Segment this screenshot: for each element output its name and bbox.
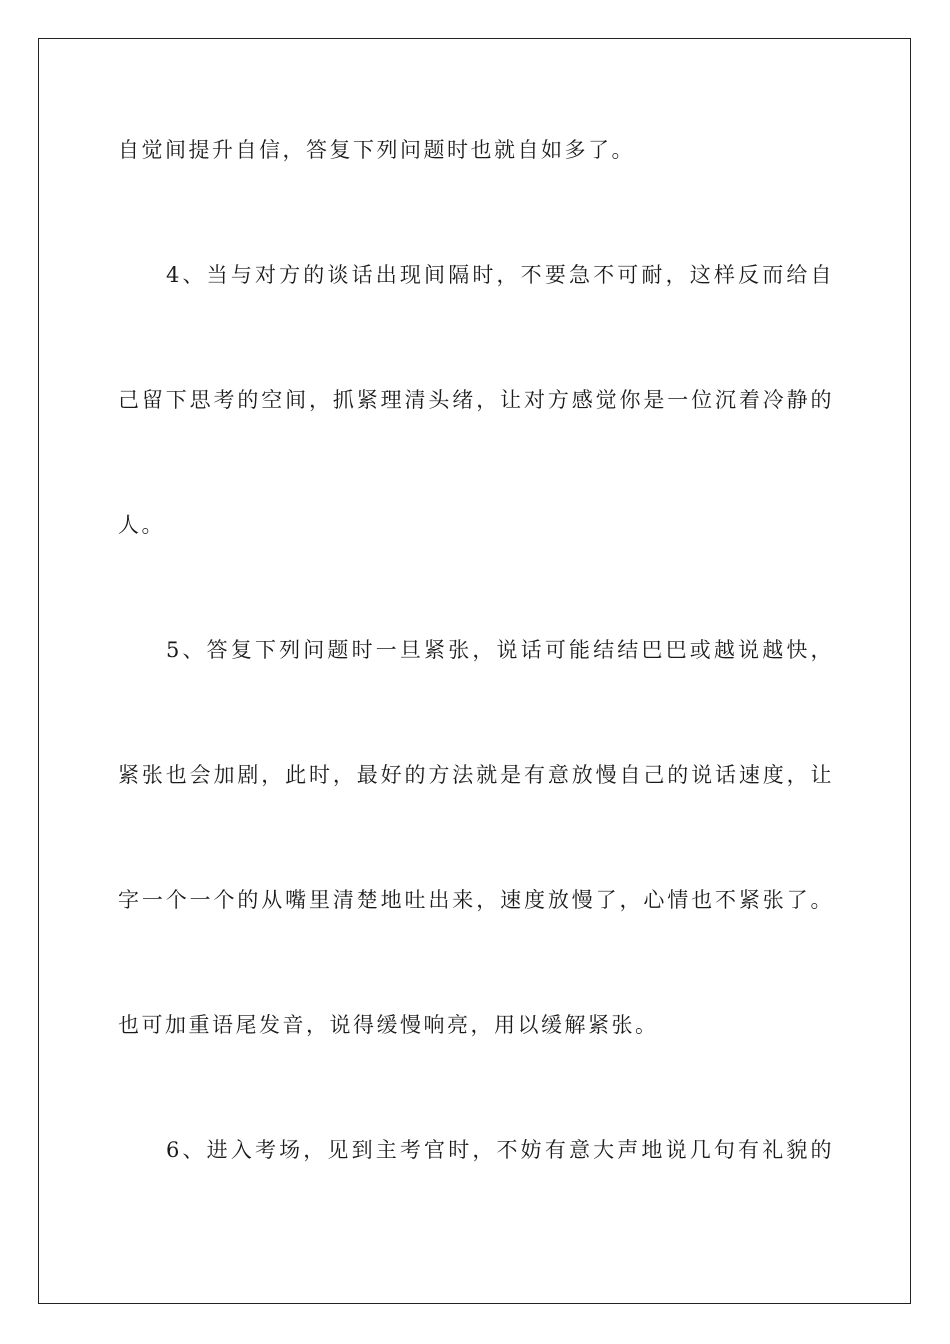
text-line: 4、当与对方的谈话出现间隔时，不要急不可耐，这样反而给自 xyxy=(166,263,834,287)
text-line: 紧张也会加剧，此时，最好的方法就是有意放慢自己的说话速度，让 xyxy=(118,763,834,787)
text-line: 自觉间提升自信，答复下列问题时也就自如多了。 xyxy=(118,138,635,162)
text-line: 己留下思考的空间，抓紧理清头绪，让对方感觉你是一位沉着冷静的 xyxy=(118,388,834,412)
page-border xyxy=(38,38,911,1304)
text-line: 6、进入考场，见到主考官时，不妨有意大声地说几句有礼貌的 xyxy=(166,1138,834,1162)
text-line: 人。 xyxy=(118,513,165,537)
text-line: 也可加重语尾发音，说得缓慢响亮，用以缓解紧张。 xyxy=(118,1013,659,1037)
text-line: 5、答复下列问题时一旦紧张，说话可能结结巴巴或越说越快， xyxy=(166,638,834,662)
text-line: 字一个一个的从嘴里清楚地吐出来，速度放慢了，心情也不紧张了。 xyxy=(118,888,834,912)
